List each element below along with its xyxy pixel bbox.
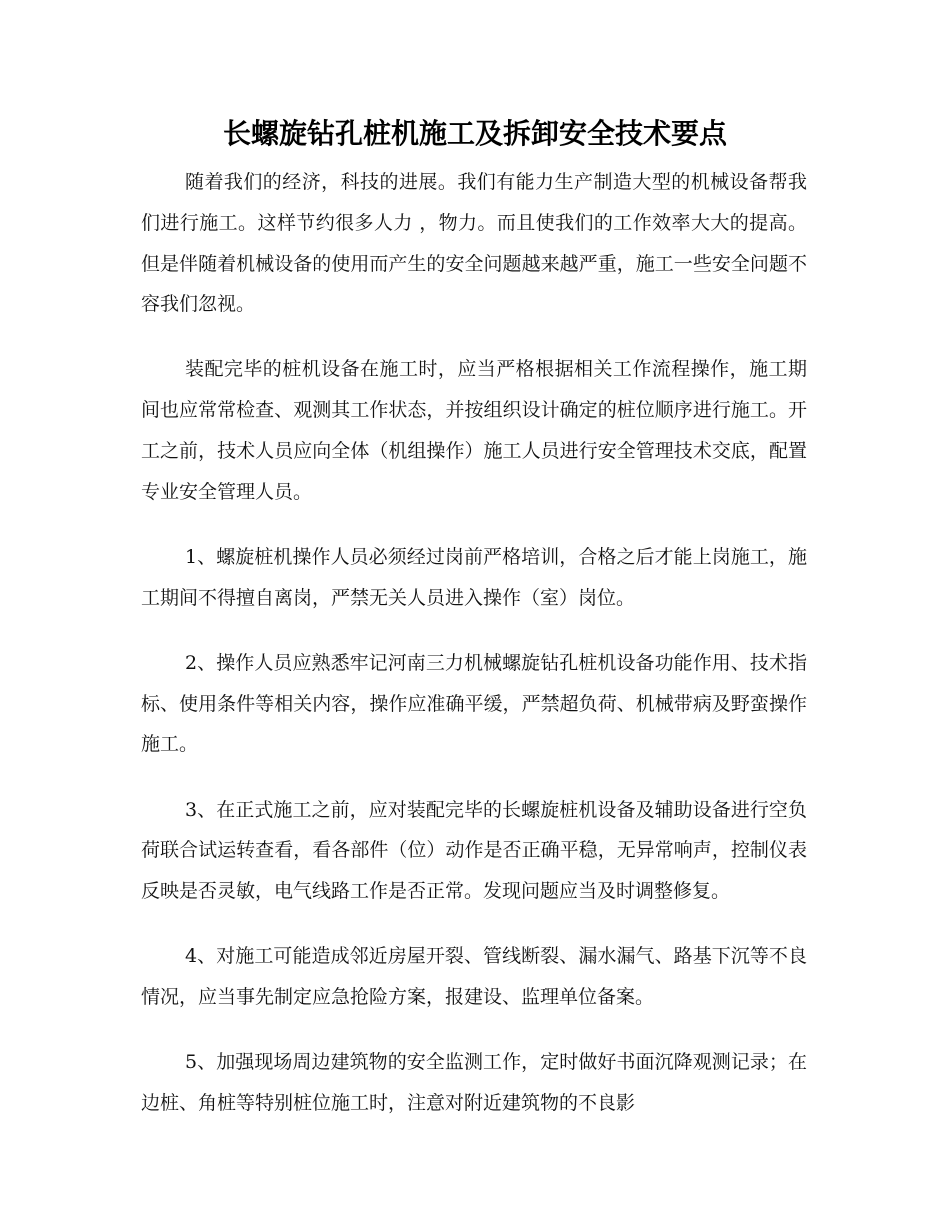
- paragraph-assembly: 装配完毕的桩机设备在施工时，应当严格根据相关工作流程操作，施工期间也应常常检查、观测其工作状态，并按组织设计确定的桩位顺序进行施工。开工之前，技术人员应向全体（机组操作）施工人员进行安全管理技术交底，配置专业安全管理人员。: [141, 358, 807, 503]
- paragraph-item-1: 1、螺旋桩机操作人员必须经过岗前严格培训，合格之后才能上岗施工，施工期间不得擅自离岗，严禁无关人员进入操作（室）岗位。: [141, 545, 807, 609]
- document-body: [141, 162, 807, 1148]
- paragraph-intro: 随着我们的经济，科技的进展。我们有能力生产制造大型的机械设备帮我们进行施工。这样节约很多人力 ，物力。而且使我们的工作效率大大的提高。但是伴随着机械设备的使用而产生的安全问题越来越严重，施工一些安全问题不容我们忽视。: [141, 171, 807, 316]
- paragraph-item-3: 3、在正式施工之前，应对装配完毕的长螺旋桩机设备及辅助设备进行空负荷联合试运转查看，看各部件（位）动作是否正确平稳，无异常响声，控制仪表反映是否灵敏，电气线路工作是否正常。发现问题应当及时调整修复。: [141, 798, 807, 903]
- paragraph-item-5: 5、加强现场周边建筑物的安全监测工作，定时做好书面沉降观测记录；在边桩、角桩等特别桩位施工时，注意对附近建筑物的不良影: [141, 1051, 807, 1114]
- document-title: 长螺旋钻孔桩机施工及拆卸安全技术要点: [222, 117, 727, 150]
- paragraph-item-4: 4、对施工可能造成邻近房屋开裂、管线断裂、漏水漏气、路基下沉等不良情况，应当事先制定应急抢险方案，报建设、监理单位备案。: [141, 945, 807, 1009]
- paragraph-item-2: 2、操作人员应熟悉牢记河南三力机械螺旋钻孔桩机设备功能作用、技术指标、使用条件等相关内容，操作应准确平缓，严禁超负荷、机械带病及野蛮操作施工。: [141, 651, 807, 756]
